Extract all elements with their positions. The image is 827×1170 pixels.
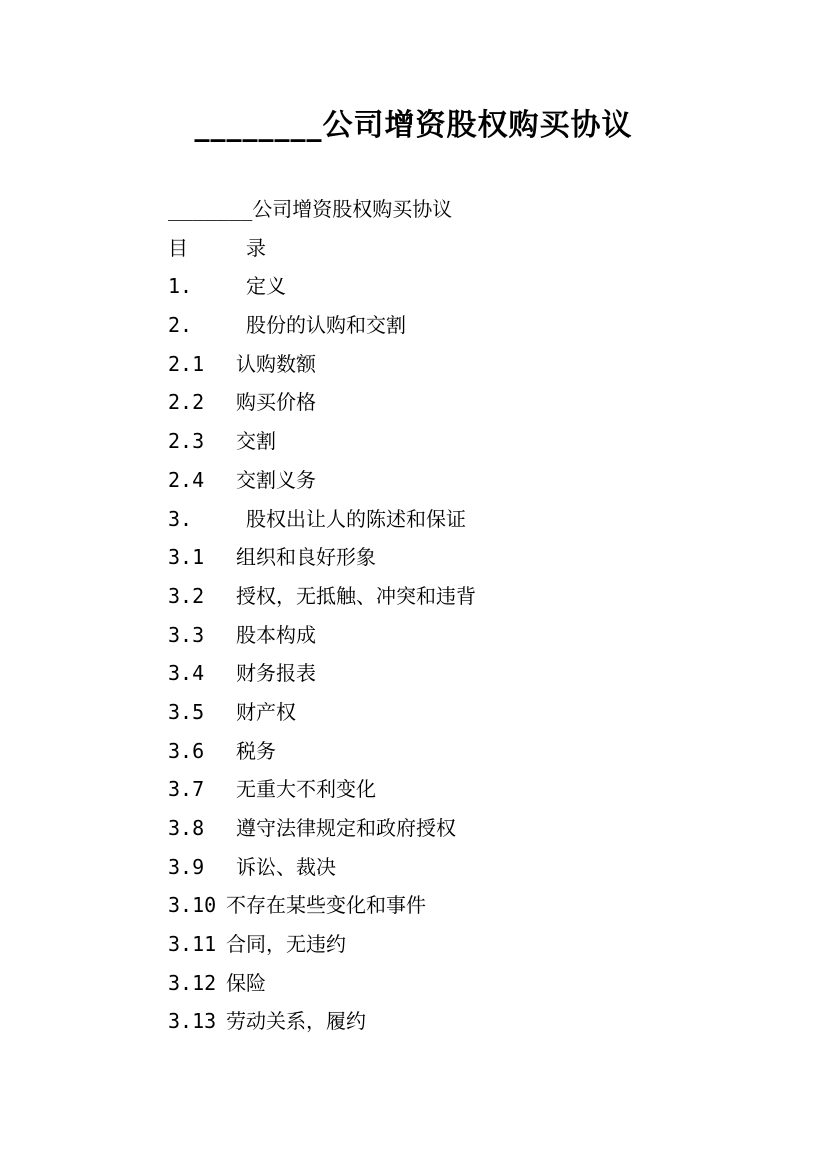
toc-item [168, 383, 728, 422]
toc-heading [168, 229, 728, 268]
table-of-contents [168, 190, 728, 1041]
toc-item-number: 2.3 [168, 429, 205, 454]
toc-item-number: 1. [168, 274, 193, 299]
toc-item-text: 股份的认购和交割 [246, 313, 406, 338]
toc-item-number: 3.9 [168, 854, 205, 879]
toc-item-number: 2. [168, 313, 193, 338]
toc-item [168, 654, 728, 693]
toc-item [168, 267, 728, 306]
toc-item-text: 保险 [226, 970, 266, 995]
toc-item-text: 购买价格 [236, 390, 316, 415]
toc-item-text: 定义 [246, 274, 286, 299]
document-subtitle: _______公司增资股权购买协议 [168, 197, 453, 221]
toc-item-text: 交割 [236, 429, 276, 454]
toc-item-text: 不存在某些变化和事件 [226, 893, 426, 918]
toc-item-text: 合同，无违约 [226, 932, 346, 957]
toc-item [168, 925, 728, 964]
toc-item-number: 3.6 [168, 738, 205, 763]
toc-item-number: 3.11 [168, 932, 217, 957]
toc-item-number: 3.12 [168, 970, 217, 995]
toc-item-text: 认购数额 [236, 351, 316, 376]
toc-item [168, 422, 728, 461]
toc-item-number: 3.2 [168, 583, 205, 608]
toc-item [168, 770, 728, 809]
toc-item-number: 3.13 [168, 1009, 217, 1034]
toc-item-number: 3.8 [168, 816, 205, 840]
toc-item-text: 税务 [236, 738, 276, 763]
toc-item-number: 3.7 [168, 777, 205, 802]
toc-item-number: 3.4 [168, 661, 205, 686]
toc-item [168, 538, 728, 577]
toc-item-text: 财务报表 [236, 661, 316, 686]
toc-item-number: 2.2 [168, 390, 205, 415]
toc-item-text: 交割义务 [236, 467, 316, 492]
toc-item-text: 遵守法律规定和政府授权 [236, 816, 456, 840]
toc-heading-left: 目 [168, 235, 188, 260]
toc-item [168, 1002, 728, 1041]
document-title: ________公司增资股权购买协议 [194, 108, 633, 143]
toc-item-text: 劳动关系，履约 [226, 1009, 366, 1034]
toc-item [168, 886, 728, 925]
toc-item-text: 组织和良好形象 [236, 545, 376, 570]
toc-heading-right: 录 [246, 235, 266, 260]
toc-item [168, 693, 728, 732]
toc-item-number: 2.4 [168, 467, 205, 492]
toc-item-text: 财产权 [236, 699, 296, 724]
toc-item-number: 3. [168, 506, 193, 531]
toc-item-number: 3.5 [168, 699, 205, 724]
toc-item [168, 500, 728, 539]
toc-item-number: 2.1 [168, 351, 205, 376]
toc-item [168, 616, 728, 655]
toc-item-text: 股本构成 [236, 622, 316, 647]
toc-item-number: 3.3 [168, 622, 205, 647]
toc-item [168, 848, 728, 887]
toc-item-number: 3.10 [168, 893, 217, 918]
toc-item-number: 3.1 [168, 545, 205, 570]
toc-item-text: 授权，无抵触、冲突和违背 [236, 583, 476, 608]
toc-item [168, 345, 728, 384]
toc-item [168, 461, 728, 500]
toc-item-text: 无重大不利变化 [236, 777, 376, 802]
toc-item [168, 577, 728, 616]
toc-item [168, 732, 728, 771]
toc-item [168, 306, 728, 345]
toc-item-text: 诉讼、裁决 [236, 854, 336, 879]
toc-item [168, 964, 728, 1003]
toc-item-text: 股权出让人的陈述和保证 [246, 506, 466, 531]
toc-item [168, 809, 728, 848]
